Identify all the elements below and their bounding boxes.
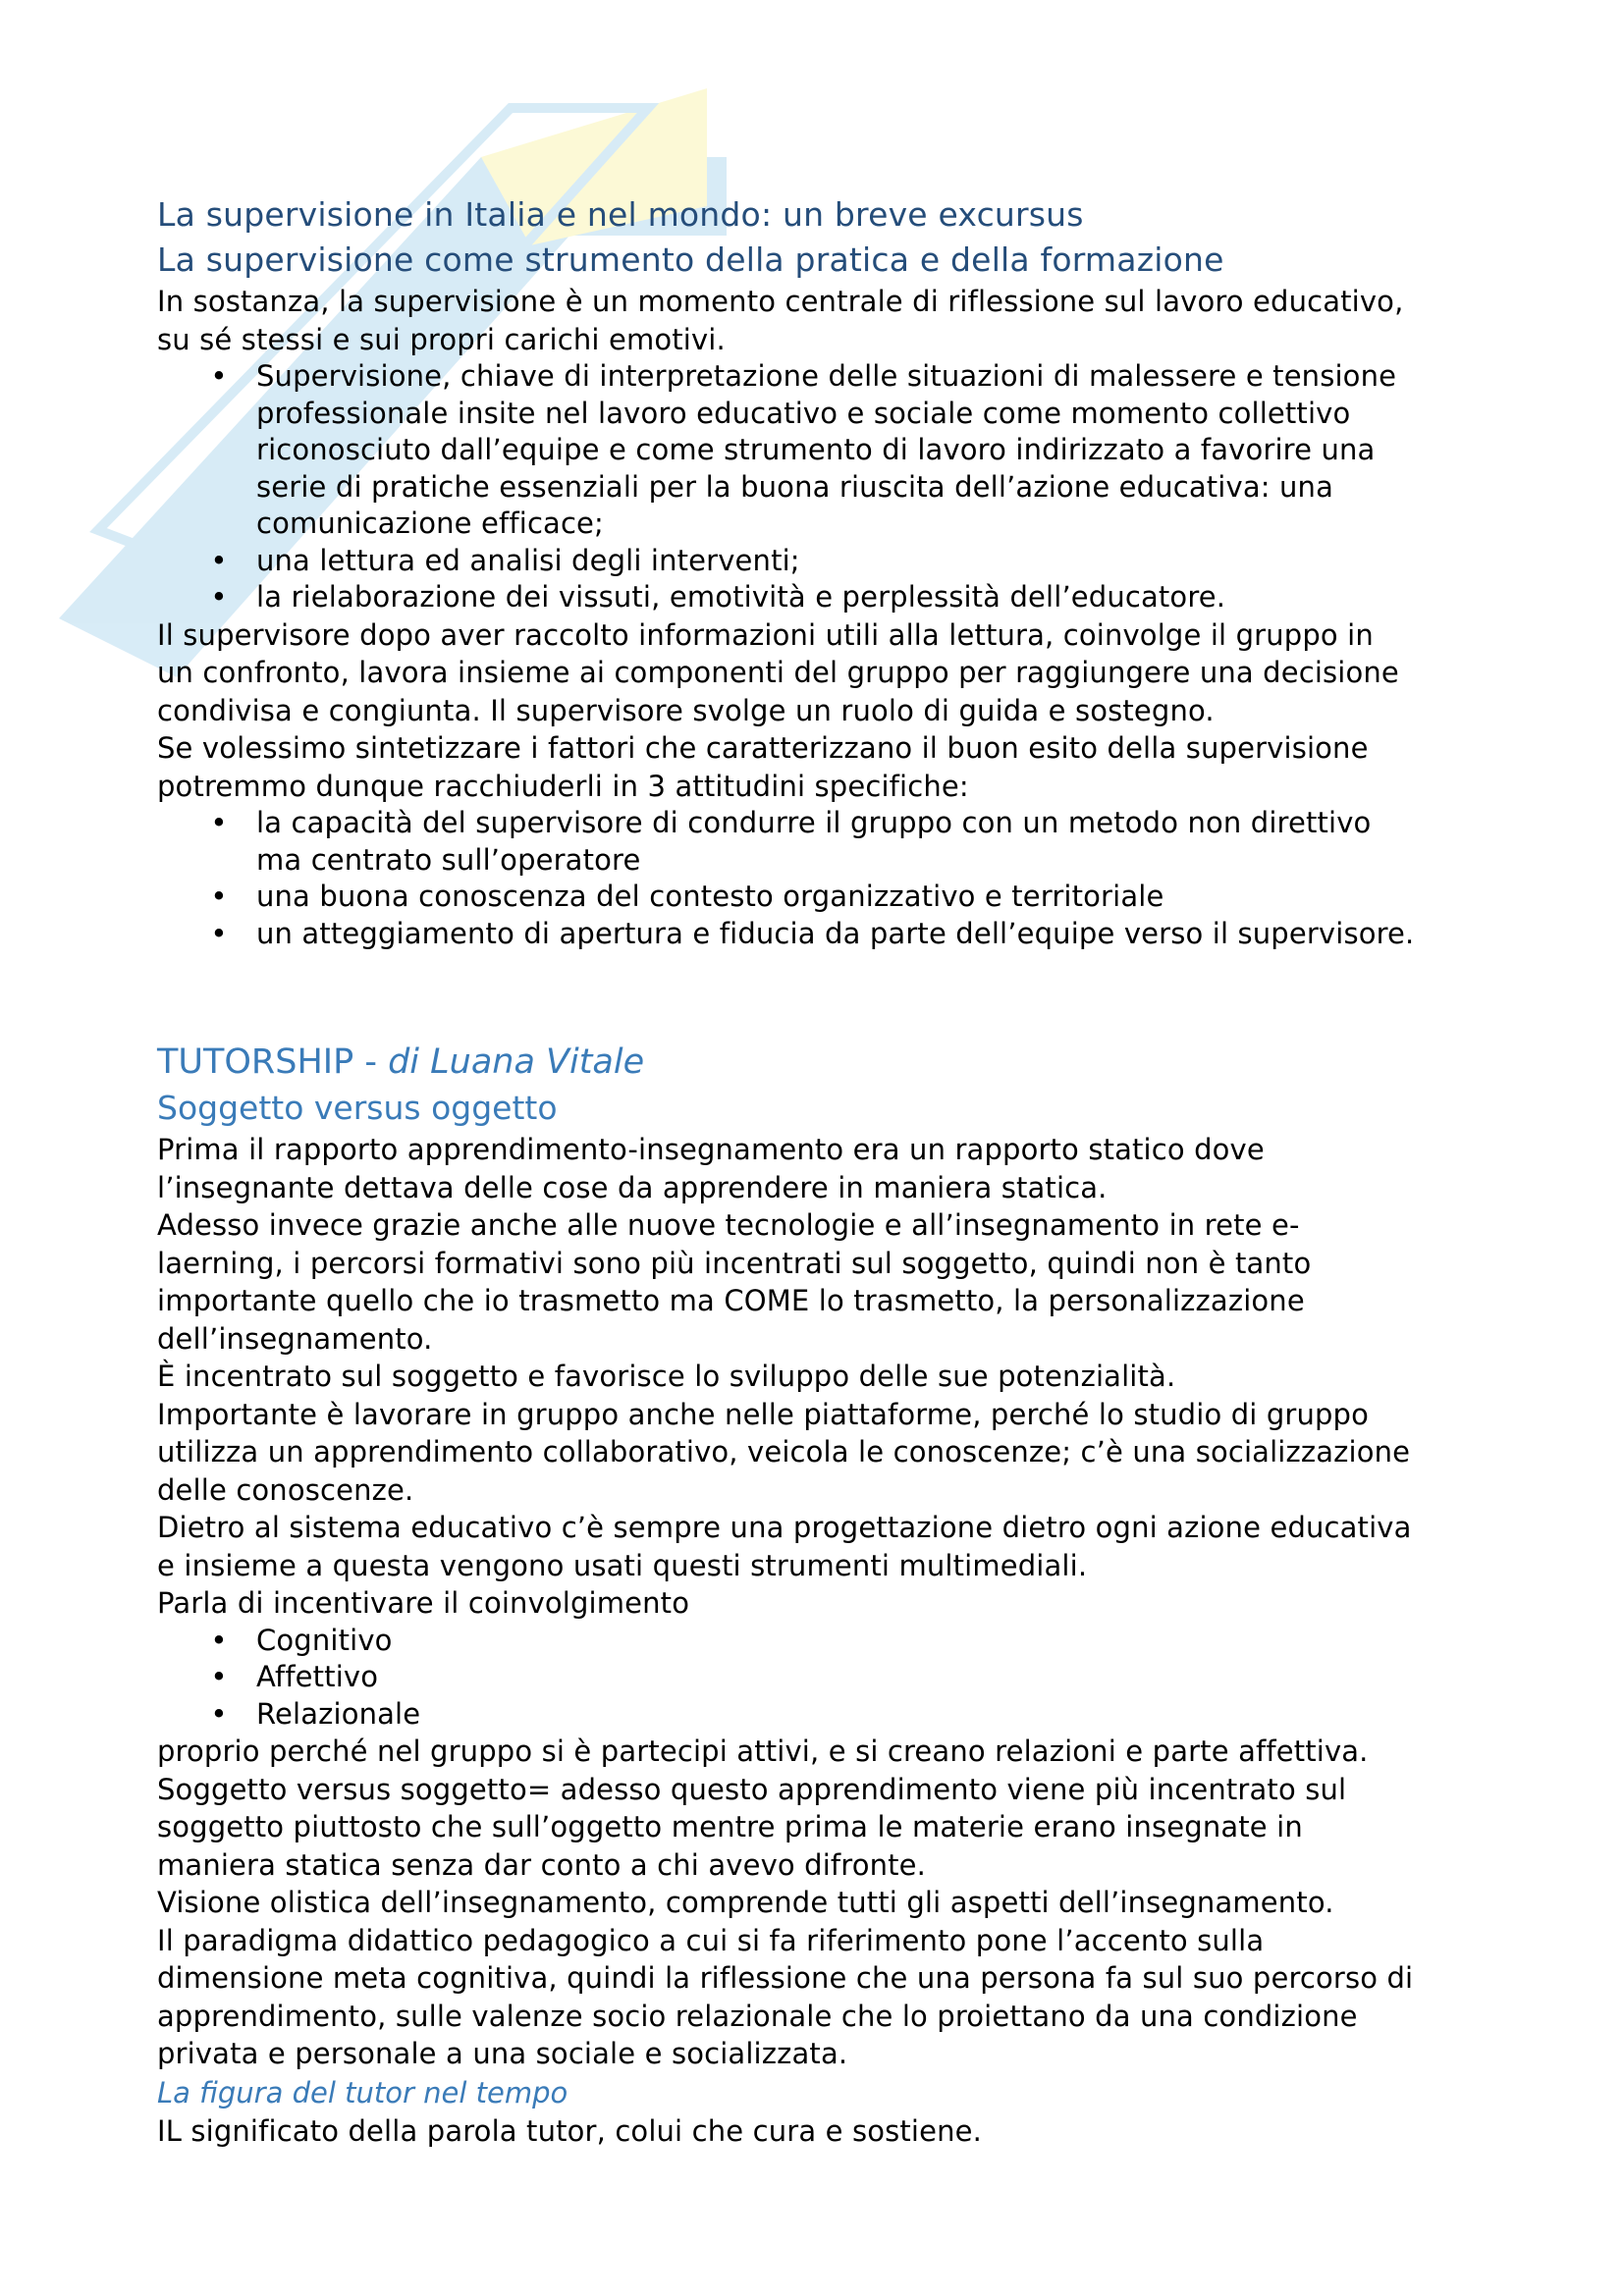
bullet-icon: • [210,580,228,614]
bullet-icon: • [210,806,228,839]
list-item: • Supervisione, chiave di interpretazione delle situazioni di malessere e tensione professionale insite nel lavoro educativo e sociale come momento collettivo riconosciuto dall’equipe e come strumento di lavoro indirizzato a favorire una serie di pratiche essenziali per la buona riuscita dell’azione educativa: una comunicazione efficace; [210,359,1397,540]
section-title: La supervisione in Italia e nel mondo: un breve excursus [157,195,1084,234]
attitudes-bullet-list [157,805,1492,952]
tutor-history-heading: La figura del tutor nel tempo [157,2075,568,2109]
list-item: • la capacità del supervisore di condurre il gruppo con un metodo non direttivo ma centrato sull’operatore [210,806,1372,877]
tutorship-paragraph: Prima il rapporto apprendimento-insegnamento era un rapporto statico dove l’insegnante dettava delle cose da apprendere in maniera statica. Adesso invece grazie anche alle nuove tecnologie e all’insegnamento in rete e- laerning, i percorsi formativi sono più incentrati sul soggetto, quindi non è tanto importante quello che io trasmetto ma COME lo trasmetto, la personalizzazione dell’insegnamento. È incentrato sul soggetto e favorisce lo sviluppo delle sue potenzialità. Importante è lavorare in gruppo anche nelle piattaforme, perché lo studio di gruppo utilizza un apprendimento collaborativo, veicola le conoscenze; c’è una socializzazione delle conoscenze. Dietro al sistema educativo c’è sempre una progettazione dietro ogni azione educativa e insieme a questa vengono usati questi strumenti multimediali. Parla di incentivare il coinvolgimento [157,1133,1412,1620]
section-spacer [157,952,1492,1001]
tutorship-subtitle: Soggetto versus oggetto [157,1089,558,1127]
bullet-icon: • [210,1696,228,1731]
list-item: • la rielaborazione dei vissuti, emotività e perplessità dell’educatore. [157,579,1492,616]
section-spacer [157,1001,1492,1039]
bullet-icon: • [210,359,228,393]
intro-paragraph: In sostanza, la supervisione è un momento centrale di riflessione sul lavoro educativo, su sé stessi e sui propri carichi emotivi. [157,285,1404,356]
list-item: • Affettivo [157,1659,1492,1696]
author-name: di Luana Vitale [388,1042,645,1082]
list-item: • una buona conoscenza del contesto organizzativo e territoriale [157,879,1492,916]
supervisor-paragraph: Il supervisore dopo aver raccolto informazioni utili alla lettura, coinvolge il gruppo in un confronto, lavora insieme ai componenti del gruppo per raggiungere una decisione condivisa e congiunta. Il supervisore svolge un ruolo di guida e sostegno. Se volessimo sintetizzare i fattori che caratterizzano il buon esito della supervisione potremmo dunque racchiuderli in 3 attitudini specifiche: [157,617,1399,803]
list-item: • una lettura ed analisi degli interventi; [157,543,1492,580]
section-subtitle: La supervisione come strumento della pratica e della formazione [157,240,1224,279]
document-page [157,192,1492,2150]
tutorship-paragraph-2: proprio perché nel gruppo si è partecipi attivi, e si creano relazioni e parte affettiva. Soggetto versus soggetto= adesso questo apprendimento viene più incentrato sul soggetto piuttosto che sull’oggetto mentre prima le materie erano insegnate in maniera statica senza dar conto a chi avevo difronte. Visione olistica dell’insegnamento, comprende tutti gli aspetti dell’insegnamento. Il paradigma didattico pedagogico a cui si fa riferimento pone l’accento sulla dimensione meta cognitiva, quindi la riflessione che una persona fa sul suo percorso di apprendimento, sulle valenze socio relazionale che lo proiettano da una condizione privata e personale a una sociale e socializzata. [157,1735,1414,2070]
bullet-icon: • [210,1623,228,1657]
tutorship-title: TUTORSHIP - di Luana Vitale [157,1042,645,1082]
bullet-icon: • [210,916,228,950]
closing-paragraph: IL significato della parola tutor, colui che cura e sostiene. [157,2113,982,2148]
supervision-bullet-list [157,358,1492,616]
bullet-icon: • [210,1660,228,1693]
list-item: • Relazionale [157,1696,1492,1734]
involvement-bullet-list [157,1623,1492,1734]
bullet-icon: • [210,880,228,913]
list-item: • un atteggiamento di apertura e fiducia da parte dell’equipe verso il supervisore. [157,916,1492,953]
list-item: • Cognitivo [157,1623,1492,1660]
bullet-icon: • [210,543,228,577]
